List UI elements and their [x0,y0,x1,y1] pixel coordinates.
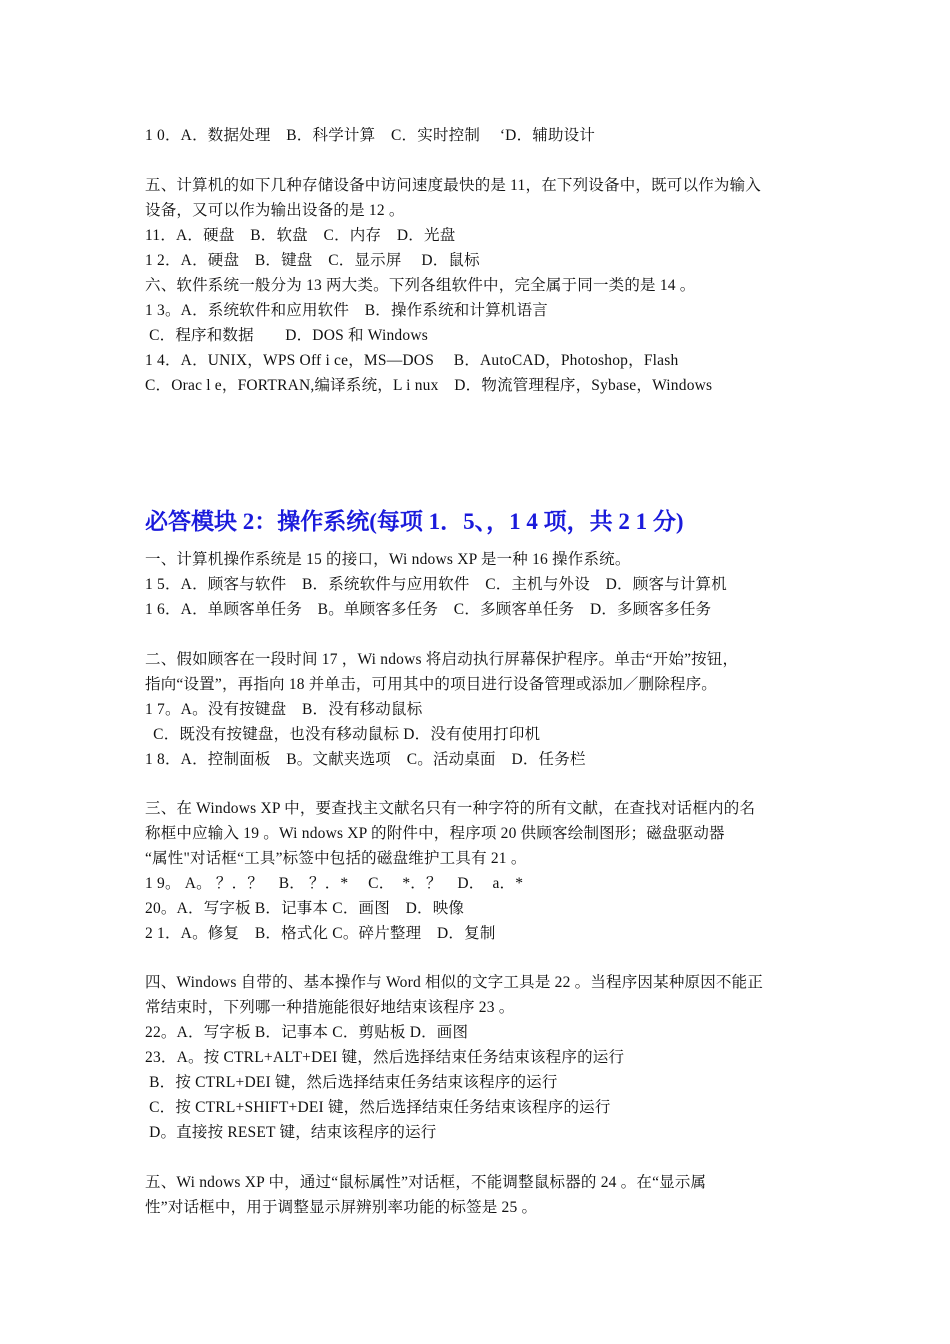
question-12-options: 1 2．A．硬盘 B．键盘 C．显示屏 D．鼠标 [145,252,480,269]
question-23-option-b: B．按 CTRL+DEI 键，然后选择结束任务结束该程序的运行 [145,1074,558,1091]
question-five-text: 五、计算机的如下几种存储设备中访问速度最快的是 11，在下列设备中，既可以作为输入 [145,177,762,194]
question-14-options: 1 4．A．UNIX，WPS Off i ce，MS—DOS B．AutoCAD，Photoshop，Flash [145,352,679,369]
section-heading: 必答模块 2：操作系统(每项 1．5、，1 4 项，共 2 1 分) [145,509,684,534]
question-19-options: 1 9。 A。 ？．？ B． ？．* C． *．？ D． a．* [145,875,524,892]
question-16-options: 1 6．A．单顾客单任务 B。单顾客多任务 C．多顾客单任务 D．多顾客多任务 [145,601,712,618]
question-20-options: 20。A．写字板 B．记事本 C．画图 D．映像 [145,900,465,917]
question-15-options: 1 5．A．顾客与软件 B．系统软件与应用软件 C．主机与外设 D．顾客与计算机 [145,576,727,593]
question-17-options: 1 7。A。没有按键盘 B．没有移动鼠标 [145,701,423,718]
question-four-text-cont: 常结束时，下列哪一种措施能很好地结束该程序 23 。 [145,999,515,1016]
question-10-options: 1 0．A．数据处理 B．科学计算 C．实时控制 ‘D．辅助设计 [145,127,596,144]
question-five-text-cont: 设备，又可以作为输出设备的是 12 。 [145,202,405,219]
question-13-options-cont: C．程序和数据 D．DOS 和 Windows [145,327,428,344]
question-11-options: 11．A．硬盘 B．软盘 C．内存 D．光盘 [145,227,456,244]
question-five-b-text-cont: 性”对话框中，用于调整显示屏辨别率功能的标签是 25 。 [145,1199,538,1216]
question-five-b-text: 五、Wi ndows XP 中，通过“鼠标属性”对话框，不能调整鼠标器的 24 。在“显示属 [145,1174,707,1191]
question-22-options: 22。A．写字板 B．记事本 C．剪贴板 D．画图 [145,1024,469,1041]
question-14-options-cont: C．Orac l e，FORTRAN,编译系统，L i nux D．物流管理程序，Sybase，Windows [145,377,713,394]
question-four-text: 四、Windows 自带的、基本操作与 Word 相似的文字工具是 22 。当程序因某种原因不能正 [145,974,764,991]
question-21-options: 2 1．A。修复 B．格式化 C。碎片整理 D．复制 [145,925,496,942]
question-one-text: 一、计算机操作系统是 15 的接口，Wi ndows XP 是一种 16 操作系统。 [145,551,631,568]
question-23-option-d: D。直接按 RESET 键，结束该程序的运行 [145,1124,437,1141]
question-three-text: 三、在 Windows XP 中，要查找主文献名只有一种字符的所有文献，在查找对话框内的名 [145,800,756,817]
question-three-text-cont: 称框中应输入 19 。Wi ndows XP 的附件中，程序项 20 供顾客绘制图形；磁盘驱动器 [145,825,725,842]
question-18-options: 1 8．A．控制面板 B。文献夹选项 C。活动桌面 D．任务栏 [145,751,586,768]
question-23-option-c: C．按 CTRL+SHIFT+DEI 键，然后选择结束任务结束该程序的运行 [145,1099,611,1116]
question-two-text: 二、假如顾客在一段时间 17 ，Wi ndows 将启动执行屏幕保护程序。单击“开始”按钮， [145,651,739,668]
question-17-options-cont: C．既没有按键盘，也没有移动鼠标 D．没有使用打印机 [145,726,541,743]
question-six-text: 六、软件系统一般分为 13 两大类。下列各组软件中，完全属于同一类的是 14 。 [145,277,696,294]
question-two-text-cont: 指向“设置”，再指向 18 并单击，可用其中的项目进行设备管理或添加／删除程序。 [145,676,718,693]
question-23-option-a: 23．A。按 CTRL+ALT+DEI 键，然后选择结束任务结束该程序的运行 [145,1049,625,1066]
question-three-text-cont2: “属性"对话框“工具”标签中包括的磁盘维护工具有 21 。 [145,850,527,867]
question-13-options: 1 3。A．系统软件和应用软件 B．操作系统和计算机语言 [145,302,549,319]
